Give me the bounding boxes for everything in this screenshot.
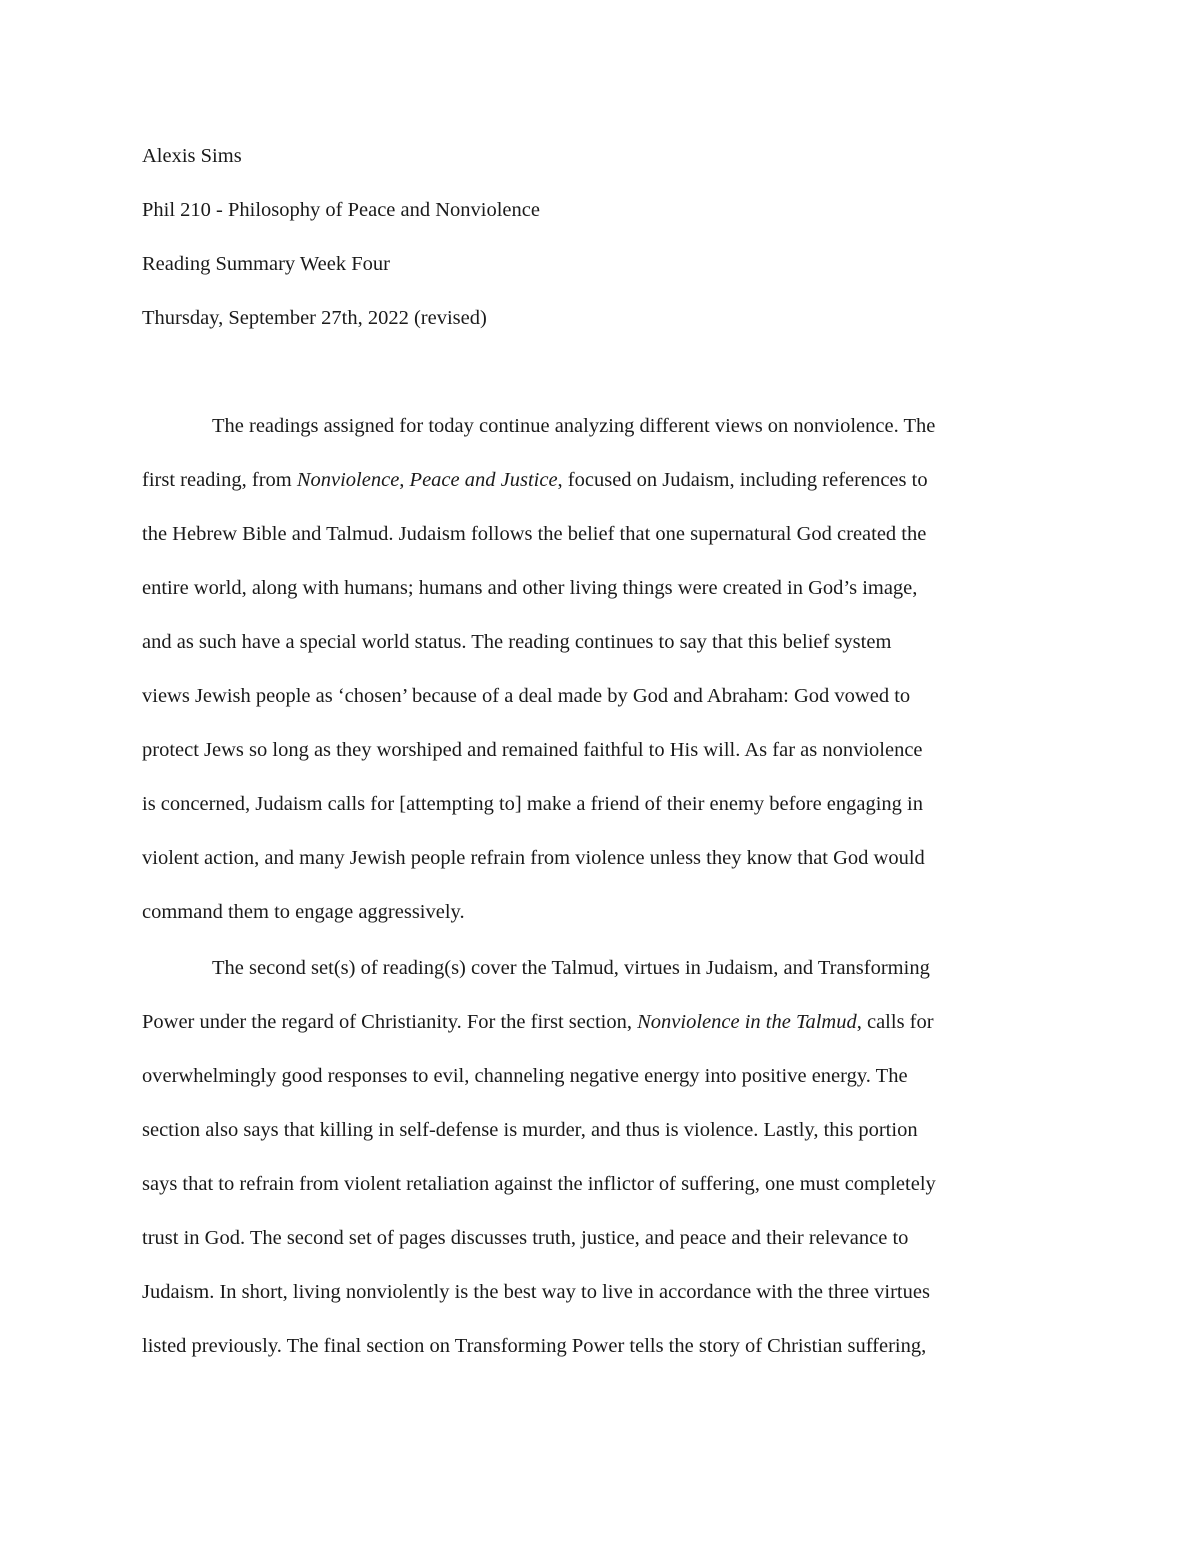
paragraph-line: Judaism. In short, living nonviolently is the best way to live in accordance with the three virtues [142,1281,930,1303]
author-name: Alexis Sims [142,145,242,167]
document-date: Thursday, September 27th, 2022 (revised) [142,307,487,329]
paragraph-line: and as such have a special world status. The reading continues to say that this belief system [142,631,892,653]
paragraph-line [142,1007,934,1037]
paragraph-line: listed previously. The final section on Transforming Power tells the story of Christian suffering, [142,1335,927,1357]
paragraph-line [142,465,928,495]
paragraph-line: trust in God. The second set of pages discusses truth, justice, and peace and their relevance to [142,1227,909,1249]
course-title: Phil 210 - Philosophy of Peace and Nonviolence [142,199,540,221]
text-run: , calls for [856,1011,934,1033]
text-run: first reading, from [142,469,297,491]
paragraph-line: The readings assigned for today continue analyzing different views on nonviolence. The [212,415,936,437]
paragraph-line: overwhelmingly good responses to evil, channeling negative energy into positive energy. The [142,1065,908,1087]
paragraph-line: section also says that killing in self-defense is murder, and thus is violence. Lastly, this portion [142,1119,918,1141]
paragraph-line: violent action, and many Jewish people refrain from violence unless they know that God would [142,847,925,869]
paragraph-line: the Hebrew Bible and Talmud. Judaism follows the belief that one supernatural God created the [142,523,927,545]
paragraph-line: protect Jews so long as they worshiped and remained faithful to His will. As far as nonviolence [142,739,923,761]
paragraph-line: views Jewish people as ‘chosen’ because of a deal made by God and Abraham: God vowed to [142,685,911,707]
paragraph-line: command them to engage aggressively. [142,901,465,923]
paragraph-line: is concerned, Judaism calls for [attempting to] make a friend of their enemy before engaging in [142,793,924,815]
paragraph-line: entire world, along with humans; humans and other living things were created in God’s image, [142,577,918,599]
text-run: , focused on Judaism, including references to [557,469,928,491]
assignment-title: Reading Summary Week Four [142,253,390,275]
book-title: Nonviolence, Peace and Justice [296,469,558,491]
section-title: Nonviolence in the Talmud [637,1011,857,1033]
text-run: Power under the regard of Christianity. For the first section, [142,1011,638,1033]
paragraph-line: says that to refrain from violent retaliation against the inflictor of suffering, one must completely [142,1173,936,1195]
paragraph-line: The second set(s) of reading(s) cover the Talmud, virtues in Judaism, and Transforming [212,957,930,979]
